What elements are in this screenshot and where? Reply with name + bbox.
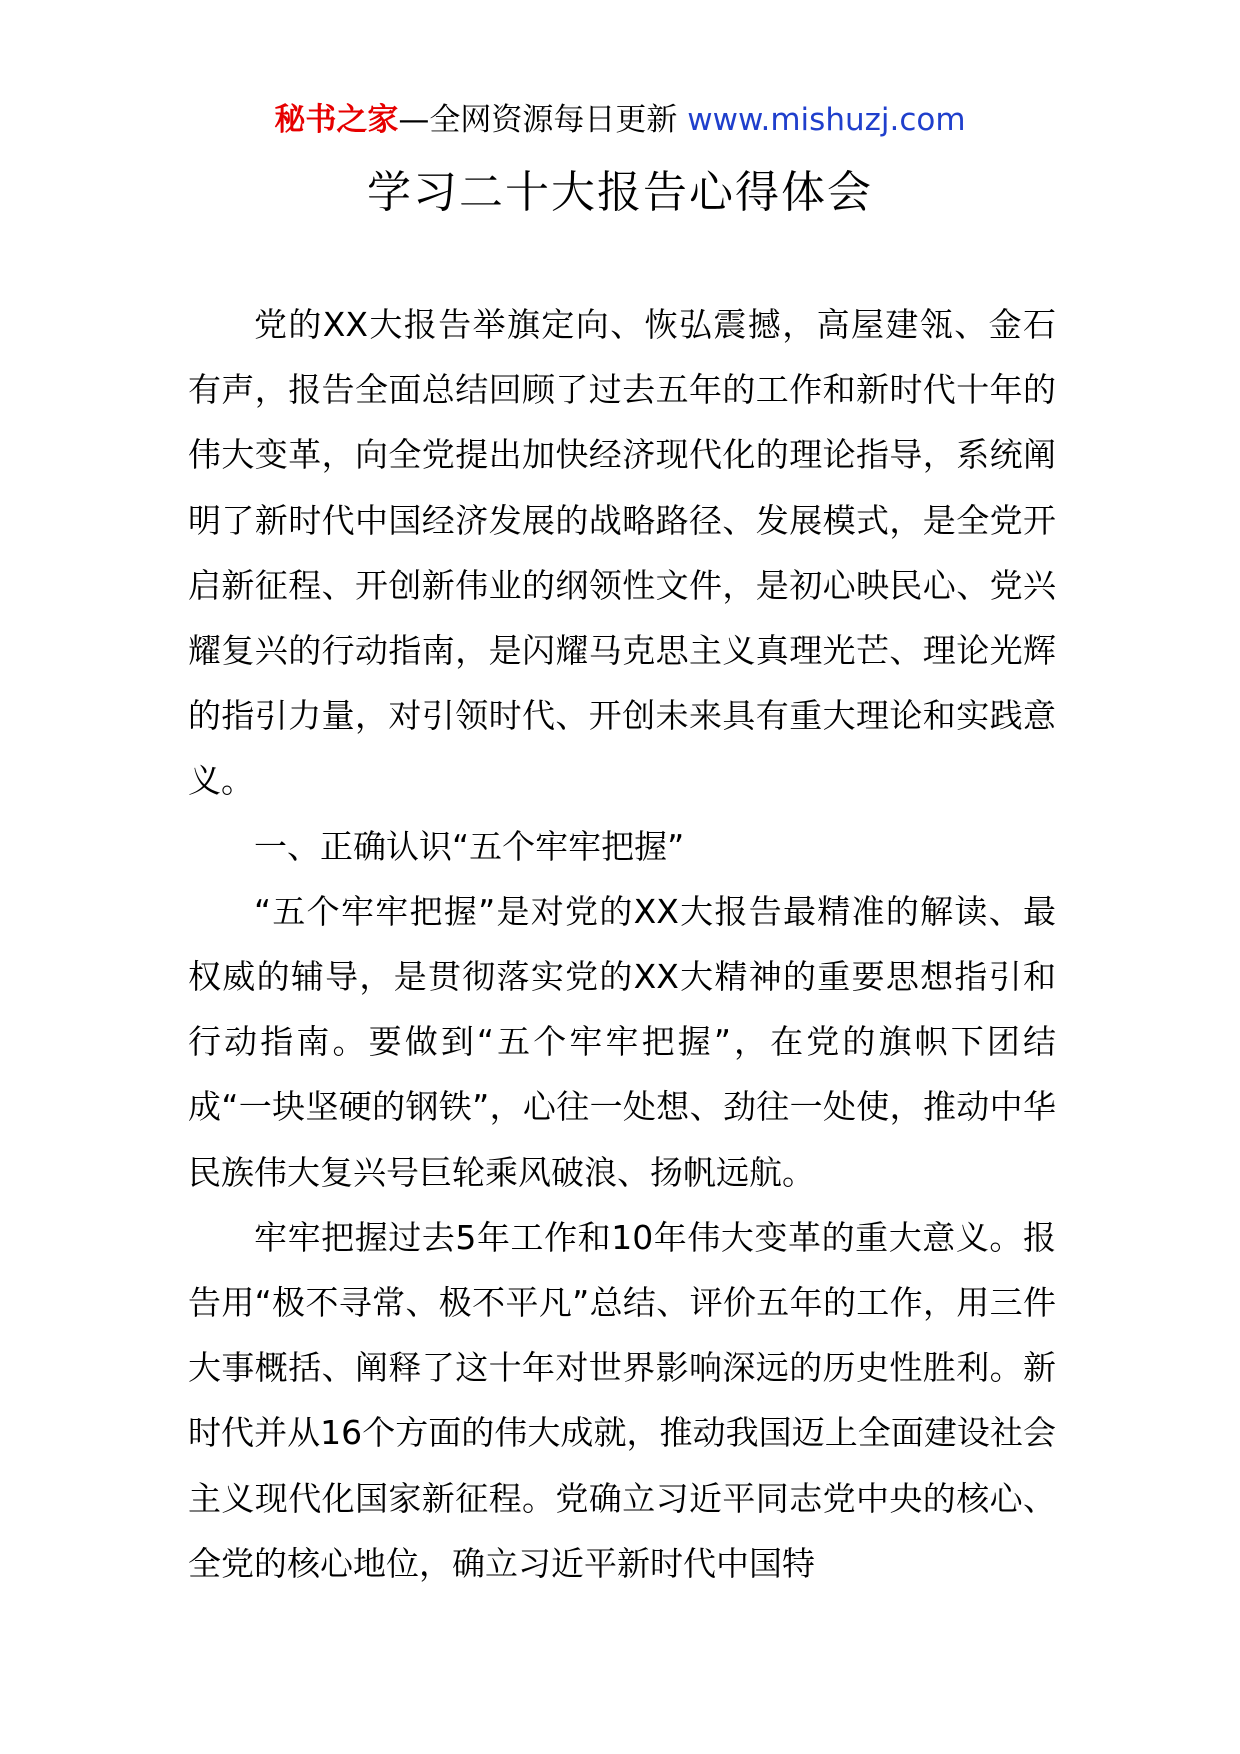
paragraph-five-grasps: “五个牢牢把握”是对党的XX大报告最精准的解读、最权威的辅导，是贯彻落实党的XX大精神的重要思想指引和行动指南。要做到“五个牢牢把握”，在党的旗帜下团结成“一块坚硬的钢铁”，心往一处想、劲往一处使，推动中华民族伟大复兴号巨轮乘风破浪、扬帆远航。 (188, 891, 1056, 1192)
site-tagline: —全网资源每日更新 (398, 102, 678, 138)
document-title: 学习二十大报告心得体会 (367, 167, 873, 218)
site-header (0, 100, 1240, 140)
paragraph-ten-years: 牢牢把握过去5年工作和10年伟大变革的重大意义。报告用“极不寻常、极不平凡”总结、评价五年的工作，用三件大事概括、阐释了这十年对世界影响深远的历史性胜利。新时代并从16个方面的伟大成就，推动我国迈上全面建设社会主义现代化国家新征程。党确立习近平同志党中央的核心、全党的核心地位，确立习近平新时代中国特 (188, 1217, 1056, 1583)
paragraph-intro: 党的XX大报告举旗定向、恢弘震撼，高屋建瓴、金石有声，报告全面总结回顾了过去五年的工作和新时代十年的伟大变革，向全党提出加快经济现代化的理论指导，系统阐明了新时代中国经济发展的战略路径、发展模式，是全党开启新征程、开创新伟业的纲领性文件，是初心映民心、党兴耀复兴的行动指南，是闪耀马克思主义真理光芒、理论光辉的指引力量，对引领时代、开创未来具有重大理论和实践意义。 (188, 305, 1056, 801)
site-url-link[interactable]: www.mishuzj.com (687, 102, 966, 138)
section-heading: 一、正确认识“五个牢牢把握” (254, 826, 685, 866)
site-brand: 秘书之家 (274, 102, 399, 138)
document-body (188, 292, 1056, 1596)
